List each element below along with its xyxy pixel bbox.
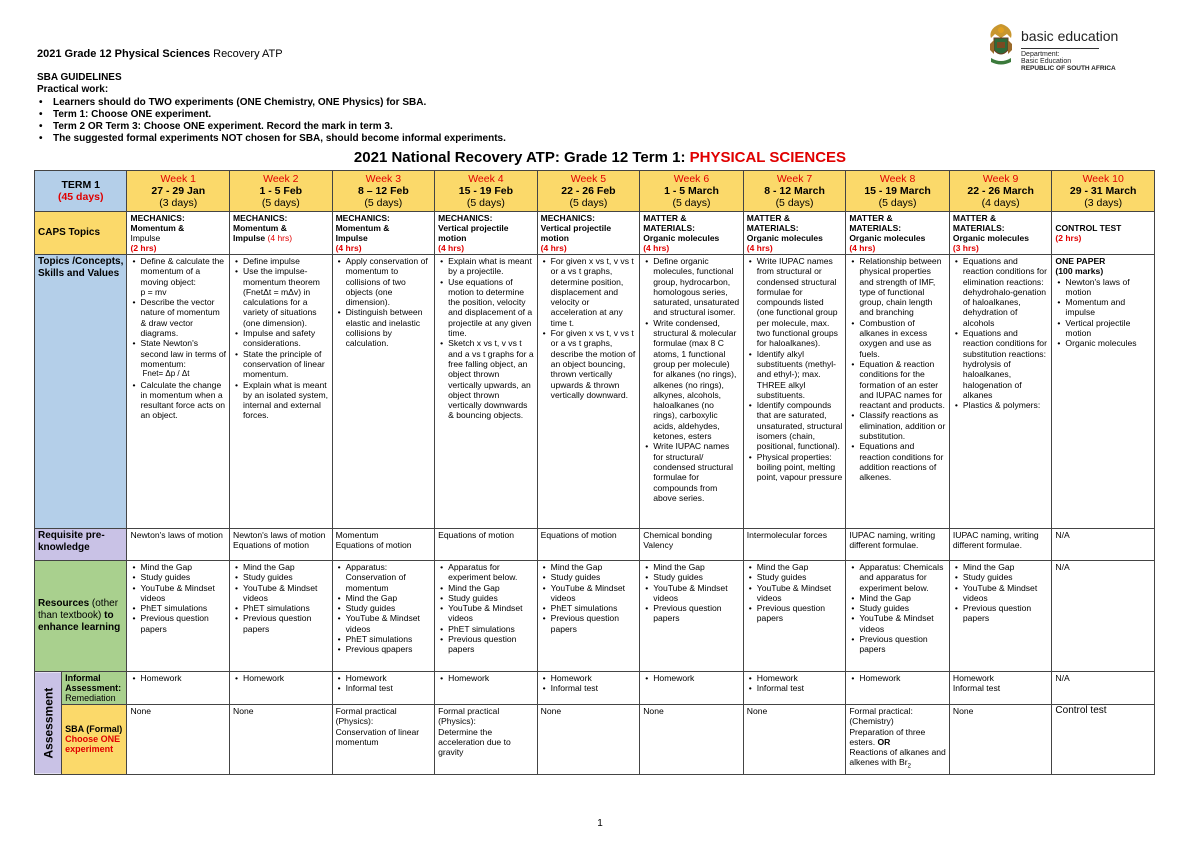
list-item: • Equations and reaction conditions for substitution reactions: hydrolysis of haloalkanes, halogenation of alkanes	[963, 328, 1049, 400]
list-item: • Distinguish between elastic and inelastic collisions by calculation.	[346, 307, 432, 348]
topics-label: Topics /Concepts, Skills and Values	[35, 255, 127, 529]
list-item: • YouTube & Mindset videos	[140, 583, 226, 604]
informal-cell: N/A	[1052, 672, 1155, 705]
list-item: • Previous question papers	[140, 613, 226, 634]
sba-guidelines: SBA GUIDELINES Practical work: • Learners should do TWO experiments (ONE Chemistry, ONE Physics) for SBA. • Term 1: Choose ONE experiment. • Term 2 OR Term 3: Choose ONE experiment. Record the mark in term 3. • The suggested formal experiments NOT chosen for SBA, should become informal experiments.	[37, 72, 506, 146]
list-item: • Momentum and impulse	[1065, 297, 1151, 318]
informal-label: Informal Assessment: Remediation	[62, 672, 127, 705]
list-item: • Identify alkyl substituents (methyl- and ethyl-); max. THREE alkyl substituents.	[757, 349, 843, 400]
list-item: • Mind the Gap	[346, 593, 432, 603]
sba-cell: Formal practical (Physics): Conservation of linear momentum	[332, 705, 435, 775]
list-item: • Study guides	[140, 572, 226, 582]
sba-cell: Formal practical: (Chemistry) Preparation of three esters. OR Reactions of alkanes and alkenes with $Br_2$	[846, 705, 950, 775]
topics-row	[35, 255, 1155, 529]
list-item: • YouTube & Mindset videos	[346, 613, 432, 634]
list-item: • Study guides	[551, 572, 637, 582]
list-item: • Previous question papers	[859, 634, 946, 655]
list-item: • Term 2 OR Term 3: Choose ONE experiment. Record the mark in term 3.	[53, 121, 506, 133]
list-item: • Mind the Gap	[243, 562, 329, 572]
prereq-label: Requisite pre-knowledge	[35, 529, 127, 561]
list-item: • Mind the Gap	[551, 562, 637, 572]
caps-label: CAPS Topics	[35, 212, 127, 255]
week-header: Week 10 29 - 31 March (3 days)	[1052, 171, 1155, 212]
list-item: • Study guides	[448, 593, 534, 603]
list-item: • Previous question papers	[653, 603, 740, 624]
list-item: • Apparatus for experiment below.	[448, 562, 534, 583]
assessment-label: Assessment	[35, 672, 62, 775]
list-item: • Apparatus: Chemicals and apparatus for experiment below.	[859, 562, 946, 593]
caps-cell: MECHANICS: Momentum & Impulse (4 hrs)	[230, 212, 333, 255]
page-title: 2021 National Recovery ATP: Grade 12 Term 1: PHYSICAL SCIENCES	[353, 149, 847, 166]
coat-of-arms-icon	[985, 20, 1017, 68]
list-item: • YouTube & Mindset videos	[551, 583, 637, 604]
informal-cell	[230, 672, 333, 705]
sba-cell: None	[230, 705, 333, 775]
list-item: • Term 1: Choose ONE experiment.	[53, 109, 506, 121]
caps-cell: MECHANICS: Vertical projectile motion (4 hrs)	[537, 212, 640, 255]
list-item: • For given x vs t, v vs t or a vs t graphs, describe the motion of an object bouncing, thrown vertically upwards & thrown vertically downward.	[551, 328, 637, 400]
list-item: • Physical properties: boiling point, melting point, vapour pressure	[757, 452, 843, 483]
resources-label: Resources (other than textbook) to enhance learning	[35, 561, 127, 672]
list-item: • Define organic molecules, functional group, hydrocarbon, homologous series, saturated, unsaturated and structural isomer.	[653, 256, 740, 318]
term-cell: TERM 1 (45 days)	[35, 171, 127, 212]
caps-cell: MECHANICS: Vertical projectile motion (4 hrs)	[435, 212, 538, 255]
list-item: • Mind the Gap	[963, 562, 1049, 572]
sba-label: SBA (Formal) Choose ONE experiment	[62, 705, 127, 775]
list-item: • Study guides	[346, 603, 432, 613]
week-header: Week 2 1 - 5 Feb (5 days)	[230, 171, 333, 212]
sba-cell: None	[640, 705, 744, 775]
list-item: • Identify compounds that are saturated, unsaturated, structural isomers (chain, positional, functional).	[757, 400, 843, 451]
list-item: • Use the impulse-momentum theorem (FnetΔt = mΔv) in calculations for a variety of situations (one dimension).	[243, 266, 329, 328]
atp-table	[34, 170, 1155, 775]
topics-cell	[537, 255, 640, 529]
week-header: Week 4 15 - 19 Feb (5 days)	[435, 171, 538, 212]
list-item: • Write condensed, structural & molecular formulae (max 8 C atoms, 1 functional group per molecule) for alkanes (no rings), alkenes (no rings), alkynes, alcohols, haloalkanes (no rings), carboxylic acids, aldehydes, ketones, esters	[653, 318, 740, 442]
informal-cell	[435, 672, 538, 705]
caps-cell: MATTER & MATERIALS: Organic molecules (3 hrs)	[949, 212, 1052, 255]
week-header: Week 1 27 - 29 Jan (3 days)	[127, 171, 230, 212]
informal-cell	[332, 672, 435, 705]
list-item: • Explain what is meant by an isolated system, internal and external forces.	[243, 380, 329, 421]
prereq-cell: Newton's laws of motion	[127, 529, 230, 561]
resources-cell: N/A	[1052, 561, 1155, 672]
list-item: • PhET simulations	[551, 603, 637, 613]
list-item: • Informal test	[757, 683, 843, 693]
list-item: • Informal test	[551, 683, 637, 693]
dbe-logo: basic education Department: Basic Education REPUBLIC OF SOUTH AFRICA	[985, 20, 1105, 70]
informal-cell	[537, 672, 640, 705]
list-item: • The suggested formal experiments NOT chosen for SBA, should become informal experiments.	[53, 133, 506, 145]
prereq-cell: Momentum Equations of motion	[332, 529, 435, 561]
list-item: • Study guides	[653, 572, 740, 582]
list-item: • Study guides	[757, 572, 843, 582]
list-item: • Homework	[859, 673, 946, 683]
list-item: • PhET simulations	[448, 624, 534, 634]
list-item: • YouTube & Mindset videos	[963, 583, 1049, 604]
list-item: • Homework	[448, 673, 534, 683]
list-item: • Calculate the change in momentum when a resultant force acts on an object.	[140, 380, 226, 421]
list-item: • Study guides	[859, 603, 946, 613]
list-item: • Apparatus: Conservation of momentum	[346, 562, 432, 593]
week-header: Week 3 8 – 12 Feb (5 days)	[332, 171, 435, 212]
list-item: • Previous question papers	[963, 603, 1049, 624]
list-item: • YouTube & Mindset videos	[859, 613, 946, 634]
list-item: • Mind the Gap	[859, 593, 946, 603]
prereq-cell: IUPAC naming, writing different formulae.	[949, 529, 1052, 561]
list-item: • PhET simulations	[140, 603, 226, 613]
list-item: • Use equations of motion to determine the position, velocity and displacement of a projectile at any given time.	[448, 277, 534, 339]
list-item: • Homework	[757, 673, 843, 683]
caps-cell: CONTROL TEST (2 hrs)	[1052, 212, 1155, 255]
resources-cell	[435, 561, 538, 672]
list-item: • State Newton's second law in terms of momentum:	[140, 338, 226, 369]
informal-cell	[743, 672, 846, 705]
list-item: • Classify reactions as elimination, addition or substitution.	[859, 410, 946, 441]
list-item: • Impulse and safety considerations.	[243, 328, 329, 349]
sba-cell: None	[537, 705, 640, 775]
list-item: • Equation & reaction conditions for the formation of an ester and IUPAC names for reactant and products.	[859, 359, 946, 410]
week-header: Week 5 22 - 26 Feb (5 days)	[537, 171, 640, 212]
list-item: • Equations and reaction conditions for elimination reactions: dehydrohalo-genation of haloalkanes, dehydration of alcohols	[963, 256, 1049, 328]
topics-cell: • Define & calculate the momentum of a moving object: p = mv • Describe the vector nature of momentum & draw vector diagrams. • State Newton's second law in terms of momentum: Fnet= Δp / Δt • Calculate the change in momentum when a resultant force acts on an object.	[127, 255, 230, 529]
list-item: • Combustion of alkanes in excess oxygen and use as fuels.	[859, 318, 946, 359]
resources-row	[35, 561, 1155, 672]
week-header: Week 8 15 - 19 March (5 days)	[846, 171, 950, 212]
list-item: • For given x vs t, v vs t or a vs t graphs, determine position, displacement and velocity or acceleration at any time t.	[551, 256, 637, 328]
caps-cell: MATTER & MATERIALS: Organic molecules (4 hrs)	[846, 212, 950, 255]
logo-text: basic education	[1021, 28, 1119, 44]
list-item: • YouTube & Mindset videos	[243, 583, 329, 604]
caps-cell: MATTER & MATERIALS: Organic molecules (4 hrs)	[640, 212, 744, 255]
list-item: • Previous question papers	[551, 613, 637, 634]
topics-cell	[640, 255, 744, 529]
caps-cell: MECHANICS: Momentum & Impulse (4 hrs)	[332, 212, 435, 255]
week-header: Week 6 1 - 5 March (5 days)	[640, 171, 744, 212]
sba-cell: None	[127, 705, 230, 775]
topics-cell: ONE PAPER (100 marks) • Newton's laws of motion • Momentum and impulse • Vertical projectile motion • Organic molecules	[1052, 255, 1155, 529]
resources-cell	[230, 561, 333, 672]
topics-cell	[230, 255, 333, 529]
list-item: • PhET simulations	[346, 634, 432, 644]
logo-rule	[1021, 48, 1099, 49]
list-item: • Equations and reaction conditions for addition reactions of alkenes.	[859, 441, 946, 482]
list-item: • YouTube & Mindset videos	[653, 583, 740, 604]
sba-cell: Control test	[1052, 705, 1155, 775]
list-item: • Previous question papers	[243, 613, 329, 634]
document-title: 2021 Grade 12 Physical Sciences Recovery ATP	[37, 48, 283, 60]
list-item: • State the principle of conservation of linear momentum.	[243, 349, 329, 380]
list-item: • Sketch x vs t, v vs t and a vs t graphs for a free falling object, an object thrown vertically upwards, an object thrown vertically downwards & bouncing objects.	[448, 338, 534, 420]
prereq-cell: IUPAC naming, writing different formulae.	[846, 529, 950, 561]
resources-cell	[127, 561, 230, 672]
caps-cell: MECHANICS: Momentum & Impulse (2 hrs)	[127, 212, 230, 255]
list-item: • Apply conservation of momentum to collisions of two objects (one dimension).	[346, 256, 432, 307]
topics-cell	[435, 255, 538, 529]
week-header-row	[35, 171, 1155, 212]
list-item: • Study guides	[963, 572, 1049, 582]
list-item: • Mind the Gap	[757, 562, 843, 572]
prereq-cell: Equations of motion	[435, 529, 538, 561]
informal-cell	[127, 672, 230, 705]
list-item: • Homework	[243, 673, 329, 683]
list-item: • YouTube & Mindset videos	[757, 583, 843, 604]
caps-cell: MATTER & MATERIALS: Organic molecules (4 hrs)	[743, 212, 846, 255]
list-item: • Previous qpapers	[346, 644, 432, 654]
week-header: Week 9 22 - 26 March (4 days)	[949, 171, 1052, 212]
sba-cell: None	[949, 705, 1052, 775]
list-item: • Study guides	[243, 572, 329, 582]
informal-row	[35, 672, 1155, 705]
list-item: • Homework	[140, 673, 226, 683]
list-item: • Newton's laws of motion	[1065, 277, 1151, 298]
list-item: • Homework	[551, 673, 637, 683]
prereq-cell: Newton's laws of motion Equations of motion	[230, 529, 333, 561]
prereq-cell: Intermolecular forces	[743, 529, 846, 561]
list-item: • Define & calculate the momentum of a moving object:	[140, 256, 226, 287]
resources-cell	[640, 561, 744, 672]
informal-cell	[640, 672, 744, 705]
resources-cell	[537, 561, 640, 672]
list-item: • Homework	[653, 673, 740, 683]
prereq-row	[35, 529, 1155, 561]
topics-cell	[846, 255, 950, 529]
prereq-cell: Equations of motion	[537, 529, 640, 561]
resources-cell	[743, 561, 846, 672]
list-item: • Define impulse	[243, 256, 329, 266]
topics-cell	[332, 255, 435, 529]
list-item: • Vertical projectile motion	[1065, 318, 1151, 339]
resources-cell	[949, 561, 1052, 672]
sba-cell: None	[743, 705, 846, 775]
list-item: • Learners should do TWO experiments (ONE Chemistry, ONE Physics) for SBA.	[53, 97, 506, 109]
sba-guideline-list	[37, 97, 506, 146]
week-header: Week 7 8 - 12 March (5 days)	[743, 171, 846, 212]
list-item: • Informal test	[346, 683, 432, 693]
informal-cell: Homework Informal test	[949, 672, 1052, 705]
list-item: • Mind the Gap	[448, 583, 534, 593]
resources-cell	[846, 561, 950, 672]
list-item: • Homework	[346, 673, 432, 683]
prereq-cell: N/A	[1052, 529, 1155, 561]
prereq-cell: Chemical bonding Valency	[640, 529, 744, 561]
list-item: • Describe the vector nature of momentum & draw vector diagrams.	[140, 297, 226, 338]
sba-row	[35, 705, 1155, 775]
list-item: • Previous question papers	[757, 603, 843, 624]
list-item: • Relationship between physical properties and strength of IMF, type of functional group, chain length and branching	[859, 256, 946, 318]
fnet-formula: Fnet= Δp / Δt	[142, 369, 190, 379]
resources-cell	[332, 561, 435, 672]
topics-cell	[743, 255, 846, 529]
list-item: • YouTube & Mindset videos	[448, 603, 534, 624]
sba-cell: Formal practical (Physics): Determine the acceleration due to gravity	[435, 705, 538, 775]
caps-row	[35, 212, 1155, 255]
list-item: • Write IUPAC names from structural or condensed structural formulae for compounds listed (one functional group per molecule, max. two functional groups for haloalkanes).	[757, 256, 843, 349]
list-item: • Plastics & polymers:	[963, 400, 1049, 410]
list-item: • Explain what is meant by a projectile.	[448, 256, 534, 277]
topics-cell	[949, 255, 1052, 529]
list-item: • Organic molecules	[1065, 338, 1151, 348]
list-item: • Previous question papers	[448, 634, 534, 655]
list-item: • Write IUPAC names for structural/ condensed structural formulae for compounds from above series.	[653, 441, 740, 503]
list-item: • PhET simulations	[243, 603, 329, 613]
informal-cell	[846, 672, 950, 705]
list-item: • Mind the Gap	[653, 562, 740, 572]
list-item: • Mind the Gap	[140, 562, 226, 572]
page-number: 1	[597, 818, 603, 829]
